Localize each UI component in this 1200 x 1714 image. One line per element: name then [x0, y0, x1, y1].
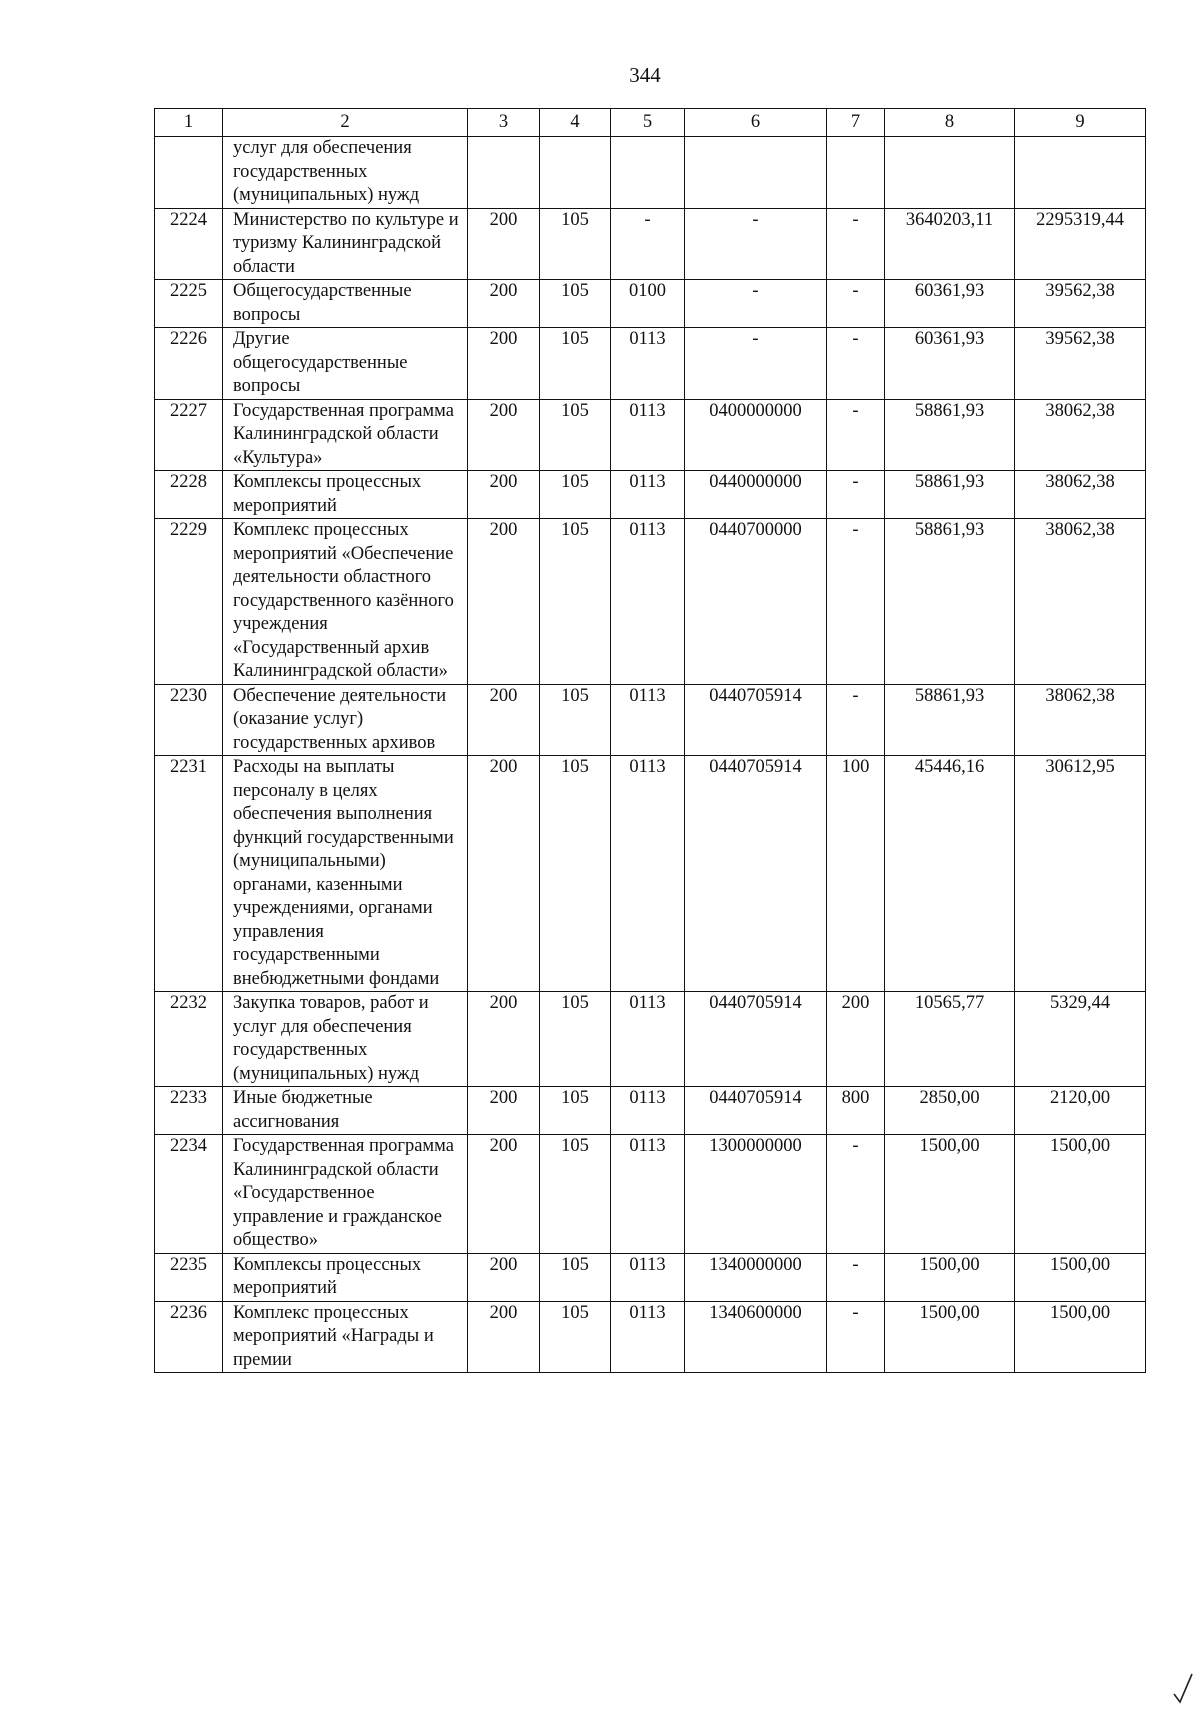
table-row [155, 1135, 1146, 1254]
col6-cell: - [685, 328, 827, 400]
col9-cell: 38062,38 [1015, 471, 1146, 519]
column-header-6: 6 [685, 109, 827, 137]
col7-cell: - [827, 399, 885, 471]
col9-cell: 38062,38 [1015, 399, 1146, 471]
col3-cell: 200 [468, 471, 540, 519]
col9-cell: 2295319,44 [1015, 208, 1146, 280]
col5-cell: 0113 [611, 756, 685, 992]
col6-cell: 1340000000 [685, 1253, 827, 1301]
col7-cell: 200 [827, 992, 885, 1087]
col9-cell: 1500,00 [1015, 1301, 1146, 1373]
column-header-5: 5 [611, 109, 685, 137]
col6-cell: - [685, 280, 827, 328]
col7-cell: - [827, 1135, 885, 1254]
column-header-4: 4 [540, 109, 611, 137]
row-number-cell: 2226 [155, 328, 223, 400]
table-row [155, 1087, 1146, 1135]
col3-cell: 200 [468, 399, 540, 471]
row-number-cell: 2230 [155, 684, 223, 756]
col7-cell: 800 [827, 1087, 885, 1135]
col4-cell: 105 [540, 1087, 611, 1135]
col5-cell: 0113 [611, 519, 685, 685]
col8-cell: 1500,00 [885, 1301, 1015, 1373]
column-header-9: 9 [1015, 109, 1146, 137]
name-cell: Государственная программа Калининградской области «Культура» [223, 399, 468, 471]
column-header-3: 3 [468, 109, 540, 137]
col8-cell: 60361,93 [885, 280, 1015, 328]
col6-cell: 0440705914 [685, 756, 827, 992]
col4-cell: 105 [540, 519, 611, 685]
name-cell: Министерство по культуре и туризму Калининградской области [223, 208, 468, 280]
col5-cell: 0113 [611, 328, 685, 400]
col4-cell: 105 [540, 756, 611, 992]
row-number-cell: 2232 [155, 992, 223, 1087]
col8-cell: 45446,16 [885, 756, 1015, 992]
column-header-1: 1 [155, 109, 223, 137]
col6-cell: 0440000000 [685, 471, 827, 519]
name-cell: Комплекс процессных мероприятий «Обеспечение деятельности областного государственного казённого учреждения «Государственный архив Калининградской области» [223, 519, 468, 685]
table-row [155, 756, 1146, 992]
col6-cell: 0440705914 [685, 684, 827, 756]
name-cell: Комплекс процессных мероприятий «Награды и премии [223, 1301, 468, 1373]
table-row [155, 328, 1146, 400]
table-row [155, 684, 1146, 756]
col9-cell: 2120,00 [1015, 1087, 1146, 1135]
col9-cell: 1500,00 [1015, 1135, 1146, 1254]
col5-cell: - [611, 208, 685, 280]
col4-cell: 105 [540, 1135, 611, 1254]
table-row [155, 519, 1146, 685]
col7-cell: - [827, 684, 885, 756]
table-row [155, 1253, 1146, 1301]
name-cell: Расходы на выплаты персоналу в целях обеспечения выполнения функций государственными (муниципальными) органами, казенными учреждениями, органами управления государственными внебюджетными фондами [223, 756, 468, 992]
col6-cell: - [685, 208, 827, 280]
col4-cell: 105 [540, 328, 611, 400]
row-number-cell: 2229 [155, 519, 223, 685]
col4-cell: 105 [540, 992, 611, 1087]
col9-cell: 1500,00 [1015, 1253, 1146, 1301]
col4-cell: 105 [540, 471, 611, 519]
table-header [155, 109, 1146, 137]
col5-cell: 0113 [611, 684, 685, 756]
check-mark-icon [1172, 1672, 1194, 1704]
name-cell: Общегосударственные вопросы [223, 280, 468, 328]
name-cell: Государственная программа Калининградской области «Государственное управление и гражданское общество» [223, 1135, 468, 1254]
row-number-cell: 2227 [155, 399, 223, 471]
col5-cell: 0113 [611, 1253, 685, 1301]
table-row [155, 471, 1146, 519]
col3-cell [468, 137, 540, 209]
col8-cell: 60361,93 [885, 328, 1015, 400]
col5-cell: 0113 [611, 1135, 685, 1254]
row-number-cell: 2225 [155, 280, 223, 328]
col4-cell: 105 [540, 684, 611, 756]
col6-cell: 1340600000 [685, 1301, 827, 1373]
col6-cell: 0440700000 [685, 519, 827, 685]
col6-cell: 0440705914 [685, 1087, 827, 1135]
row-number-cell: 2228 [155, 471, 223, 519]
col3-cell: 200 [468, 208, 540, 280]
column-header-8: 8 [885, 109, 1015, 137]
col5-cell [611, 137, 685, 209]
name-cell: Другие общегосударственные вопросы [223, 328, 468, 400]
col9-cell: 38062,38 [1015, 519, 1146, 685]
col3-cell: 200 [468, 280, 540, 328]
budget-table [154, 108, 1146, 1373]
row-number-cell: 2236 [155, 1301, 223, 1373]
col7-cell: 100 [827, 756, 885, 992]
table-row [155, 137, 1146, 209]
column-header-7: 7 [827, 109, 885, 137]
row-number-cell [155, 137, 223, 209]
col7-cell [827, 137, 885, 209]
name-cell: Комплексы процессных мероприятий [223, 1253, 468, 1301]
col3-cell: 200 [468, 1087, 540, 1135]
col5-cell: 0113 [611, 1087, 685, 1135]
col7-cell: - [827, 519, 885, 685]
col6-cell: 0400000000 [685, 399, 827, 471]
header-row [155, 109, 1146, 137]
col6-cell [685, 137, 827, 209]
col3-cell: 200 [468, 1301, 540, 1373]
page-number: 344 [629, 63, 661, 87]
col8-cell: 58861,93 [885, 519, 1015, 685]
col3-cell: 200 [468, 1135, 540, 1254]
row-number-cell: 2234 [155, 1135, 223, 1254]
row-number-cell: 2224 [155, 208, 223, 280]
col7-cell: - [827, 1301, 885, 1373]
col7-cell: - [827, 471, 885, 519]
col8-cell: 1500,00 [885, 1253, 1015, 1301]
col4-cell [540, 137, 611, 209]
column-header-2: 2 [223, 109, 468, 137]
col9-cell [1015, 137, 1146, 209]
col3-cell: 200 [468, 328, 540, 400]
col8-cell [885, 137, 1015, 209]
col5-cell: 0113 [611, 471, 685, 519]
table-row [155, 399, 1146, 471]
col9-cell: 30612,95 [1015, 756, 1146, 992]
col3-cell: 200 [468, 756, 540, 992]
col8-cell: 3640203,11 [885, 208, 1015, 280]
col4-cell: 105 [540, 1253, 611, 1301]
col7-cell: - [827, 1253, 885, 1301]
col7-cell: - [827, 208, 885, 280]
col7-cell: - [827, 280, 885, 328]
table-row [155, 280, 1146, 328]
col9-cell: 39562,38 [1015, 328, 1146, 400]
name-cell: услуг для обеспечения государственных (муниципальных) нужд [223, 137, 468, 209]
col8-cell: 58861,93 [885, 684, 1015, 756]
name-cell: Иные бюджетные ассигнования [223, 1087, 468, 1135]
col8-cell: 2850,00 [885, 1087, 1015, 1135]
col9-cell: 5329,44 [1015, 992, 1146, 1087]
row-number-cell: 2235 [155, 1253, 223, 1301]
col3-cell: 200 [468, 1253, 540, 1301]
table-row [155, 992, 1146, 1087]
col3-cell: 200 [468, 992, 540, 1087]
col6-cell: 0440705914 [685, 992, 827, 1087]
col4-cell: 105 [540, 399, 611, 471]
col9-cell: 38062,38 [1015, 684, 1146, 756]
table-row [155, 208, 1146, 280]
col3-cell: 200 [468, 519, 540, 685]
col5-cell: 0113 [611, 399, 685, 471]
col3-cell: 200 [468, 684, 540, 756]
col8-cell: 1500,00 [885, 1135, 1015, 1254]
name-cell: Комплексы процессных мероприятий [223, 471, 468, 519]
col6-cell: 1300000000 [685, 1135, 827, 1254]
row-number-cell: 2233 [155, 1087, 223, 1135]
row-number-cell: 2231 [155, 756, 223, 992]
table-body [155, 137, 1146, 1373]
col5-cell: 0113 [611, 1301, 685, 1373]
col4-cell: 105 [540, 208, 611, 280]
col5-cell: 0113 [611, 992, 685, 1087]
col9-cell: 39562,38 [1015, 280, 1146, 328]
name-cell: Закупка товаров, работ и услуг для обеспечения государственных (муниципальных) нужд [223, 992, 468, 1087]
col8-cell: 10565,77 [885, 992, 1015, 1087]
col8-cell: 58861,93 [885, 399, 1015, 471]
col8-cell: 58861,93 [885, 471, 1015, 519]
col4-cell: 105 [540, 280, 611, 328]
col7-cell: - [827, 328, 885, 400]
col4-cell: 105 [540, 1301, 611, 1373]
table-row [155, 1301, 1146, 1373]
name-cell: Обеспечение деятельности (оказание услуг) государственных архивов [223, 684, 468, 756]
col5-cell: 0100 [611, 280, 685, 328]
